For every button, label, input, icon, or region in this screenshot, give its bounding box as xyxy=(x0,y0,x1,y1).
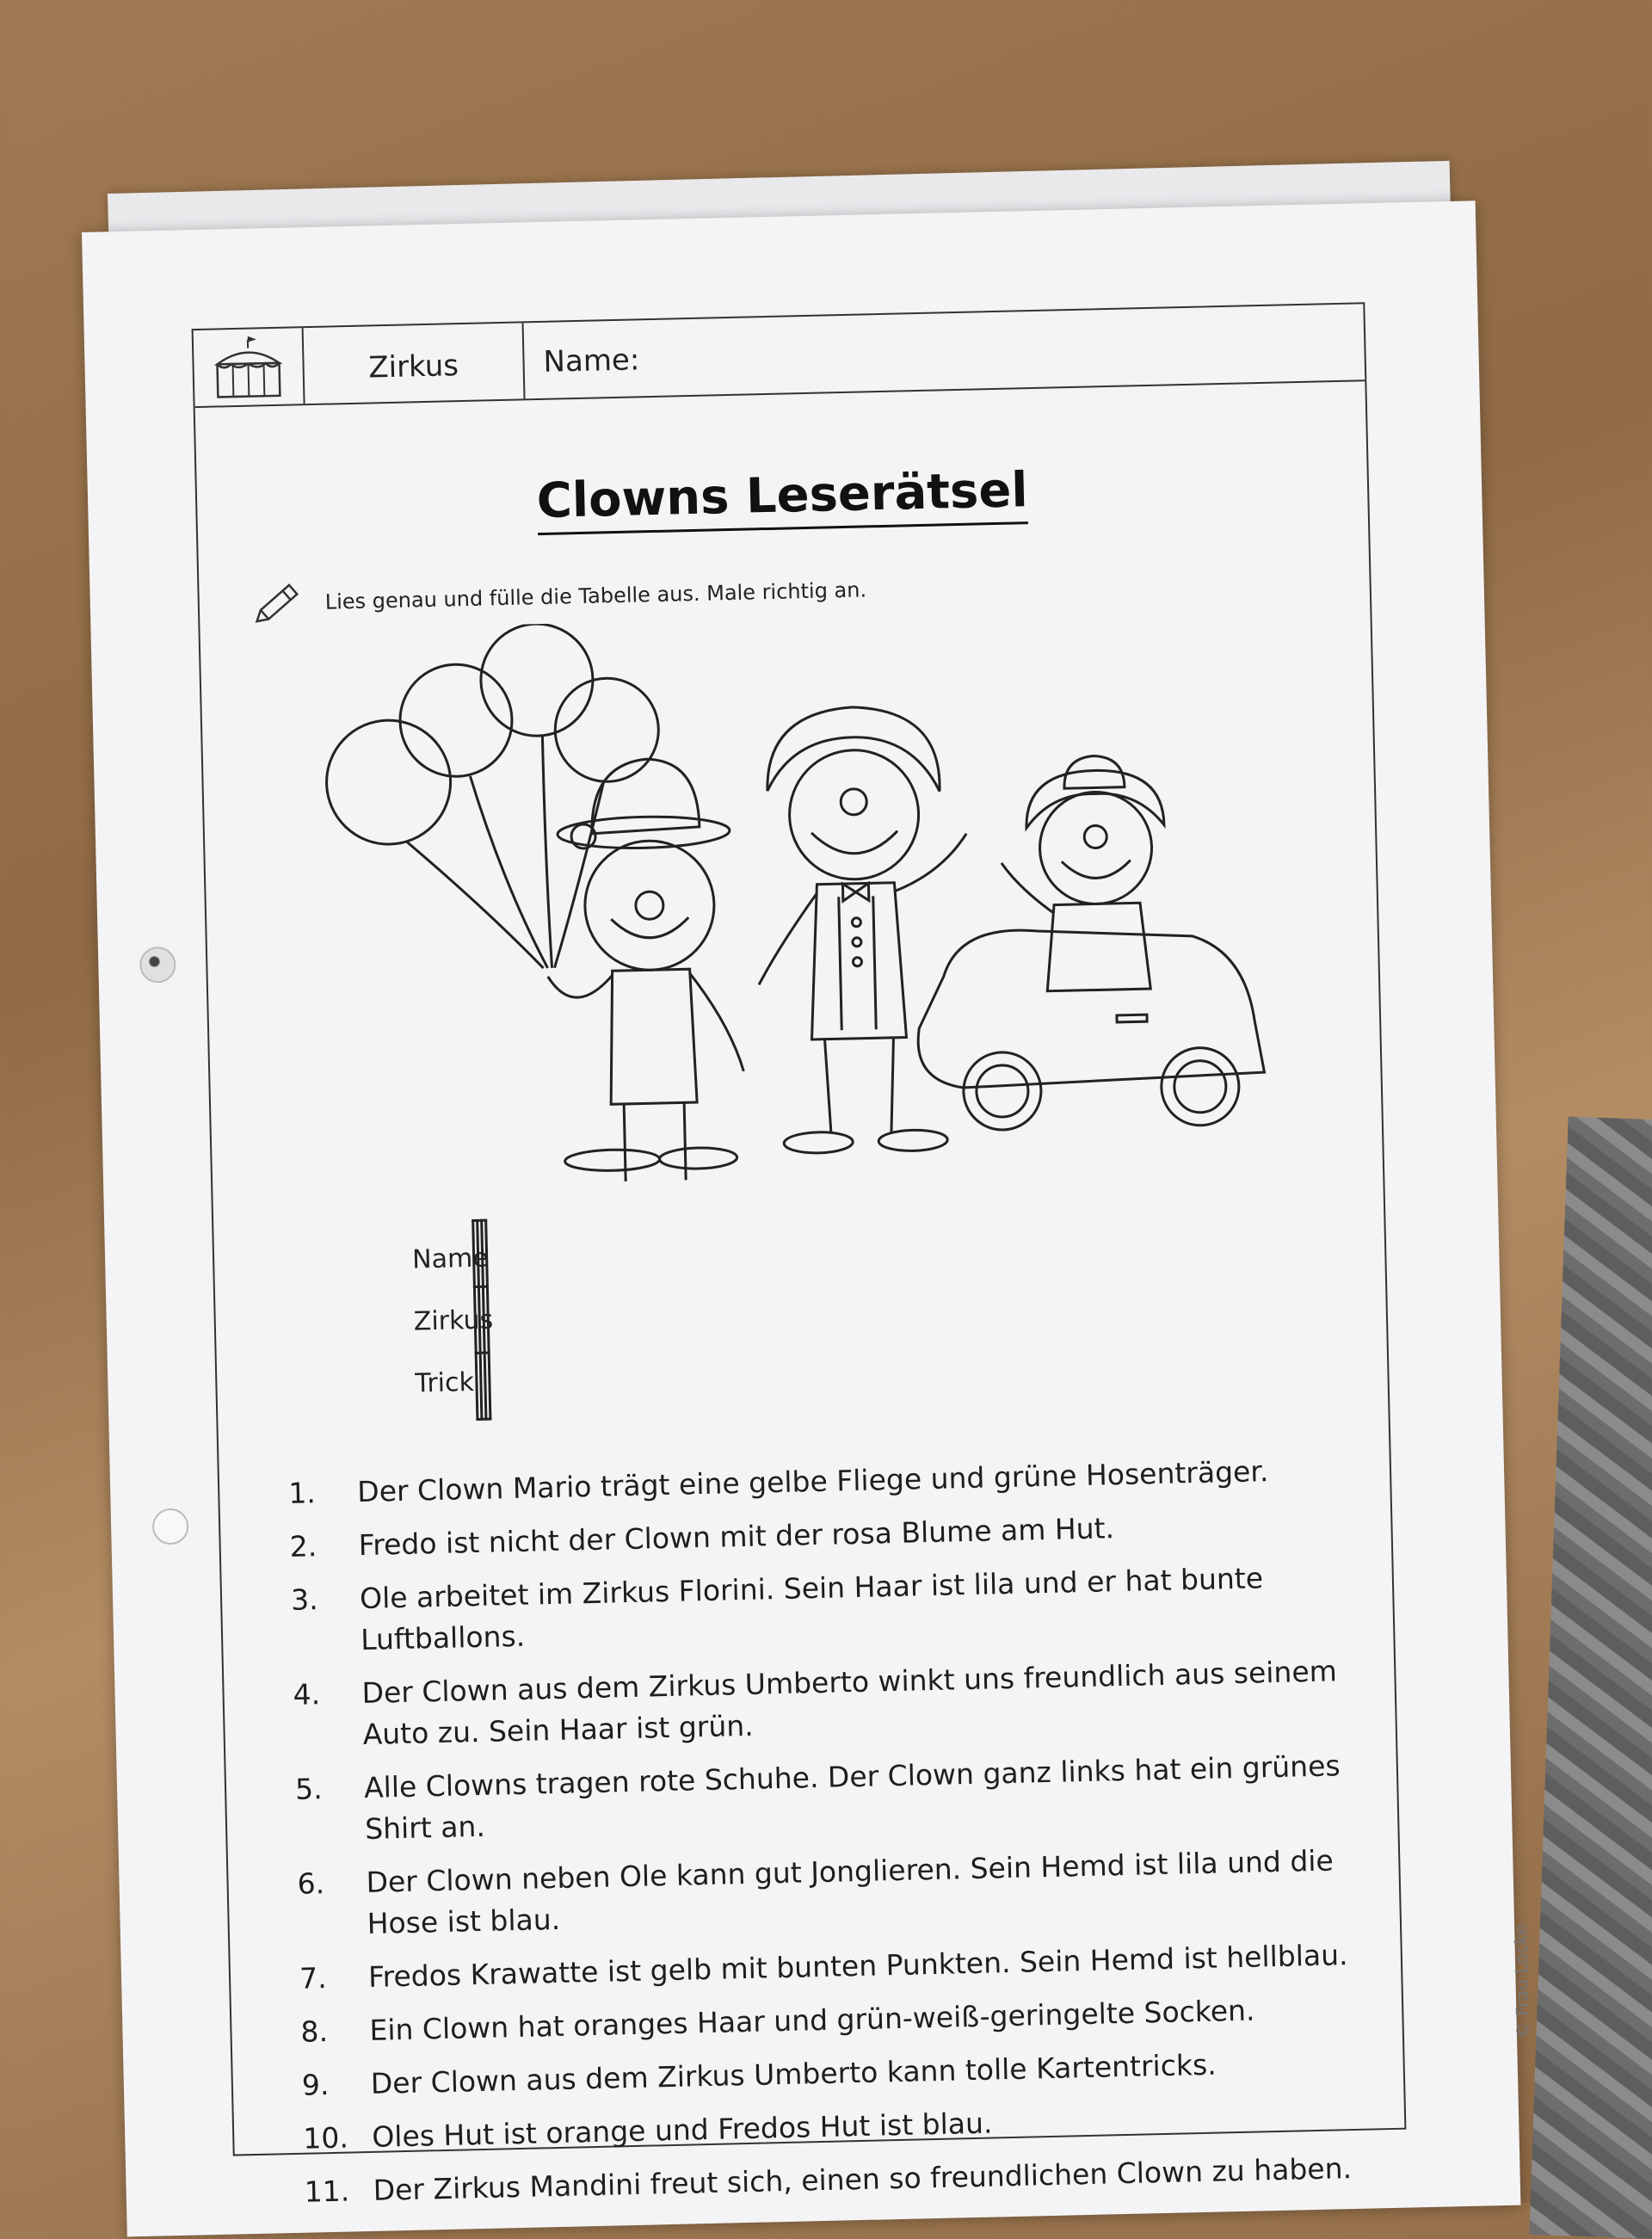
clue-text: Ole arbeitet im Zirkus Florini. Sein Haar ist lila und er hat bunte Luftballons. xyxy=(359,1561,1264,1657)
answer-grid xyxy=(472,1219,491,1421)
clue-text: Oles Hut ist orange und Fredos Hut ist blau. xyxy=(371,2106,993,2154)
clue-number: 10. xyxy=(302,2120,349,2156)
clue-text: Fredo ist nicht der Clown mit der rosa Blume am Hut. xyxy=(358,1511,1115,1563)
clue-number: 9. xyxy=(301,2068,330,2102)
answer-cell[interactable] xyxy=(484,1353,490,1419)
answer-table-row-labels xyxy=(411,1228,494,1415)
clue-text: Fredos Krawatte ist gelb mit bunten Punkten. Sein Hemd ist hellblau. xyxy=(367,1938,1348,1994)
instruction-text: Lies genau und fülle die Tabelle aus. Male richtig an. xyxy=(324,577,867,614)
clue-item xyxy=(299,1934,1376,1999)
clue-item xyxy=(304,2147,1380,2212)
name-field[interactable]: Name: xyxy=(543,342,640,379)
clue-item xyxy=(297,1839,1374,1946)
clue-number: 11. xyxy=(304,2174,350,2209)
clue-item xyxy=(289,1502,1365,1568)
pencil-icon xyxy=(250,569,314,638)
clue-item xyxy=(303,2094,1379,2159)
row-label-name: Name xyxy=(411,1243,490,1275)
clue-text: Der Zirkus Mandini freut sich, einen so freundlichen Clown zu haben. xyxy=(373,2151,1353,2207)
clue-text: Der Clown aus dem Zirkus Umberto kann tolle Kartentricks. xyxy=(370,2047,1217,2100)
worksheet-frame xyxy=(192,302,1534,2209)
row-label-trick: Trick xyxy=(415,1367,475,1399)
clue-item xyxy=(295,1744,1372,1851)
clue-text: Der Clown neben Ole kann gut Jonglieren. Sein Hemd ist lila und die Hose ist blau. xyxy=(366,1843,1335,1940)
answer-row-trick xyxy=(476,1353,490,1419)
clue-number: 1. xyxy=(287,1476,317,1510)
clue-number: 4. xyxy=(293,1677,321,1712)
clue-item xyxy=(288,1449,1365,1514)
title-text: Clowns Leserätsel xyxy=(536,462,1028,535)
clue-item xyxy=(293,1650,1370,1757)
answer-cell[interactable] xyxy=(483,1286,489,1353)
clowns-illustration xyxy=(282,607,1327,1189)
clue-text: Ein Clown hat oranges Haar und grün-weiß-geringelte Socken. xyxy=(369,1993,1255,2047)
clue-number: 7. xyxy=(299,1961,328,1995)
topic-label: Zirkus xyxy=(304,323,526,404)
worksheet-header xyxy=(194,304,1365,408)
clue-number: 2. xyxy=(289,1529,317,1564)
clue-text: Alle Clowns tragen rote Schuhe. Der Clown ganz links hat ein grünes Shirt an. xyxy=(363,1749,1341,1847)
clue-item xyxy=(300,1987,1377,2052)
clue-text: Der Clown Mario trägt eine gelbe Fliege und grüne Hosenträger. xyxy=(356,1454,1269,1509)
worksheet xyxy=(82,200,1534,2236)
answer-row-zirkus xyxy=(474,1286,489,1353)
clue-item xyxy=(291,1556,1368,1662)
floor-mat xyxy=(1529,1117,1652,2239)
punch-hole-bottom xyxy=(152,1508,189,1545)
clue-list xyxy=(288,1449,1381,2225)
answer-cell[interactable] xyxy=(482,1220,488,1286)
clue-item xyxy=(301,2040,1378,2106)
answer-row-name xyxy=(473,1220,488,1286)
punch-hole-top xyxy=(139,947,176,984)
row-label-zirkus: Zirkus xyxy=(413,1305,494,1337)
page-title xyxy=(197,454,1368,537)
circus-tent-icon xyxy=(194,328,305,406)
clue-number: 5. xyxy=(294,1772,324,1806)
clue-number: 3. xyxy=(290,1582,319,1617)
copyright-notice: © Frau Locke xyxy=(1510,1924,1534,2039)
clue-number: 8. xyxy=(300,2014,329,2049)
clue-number: 6. xyxy=(297,1866,325,1901)
clue-text: Der Clown aus dem Zirkus Umberto winkt uns freundlich aus seinem Auto zu. Sein Haar ist grün. xyxy=(361,1654,1338,1752)
